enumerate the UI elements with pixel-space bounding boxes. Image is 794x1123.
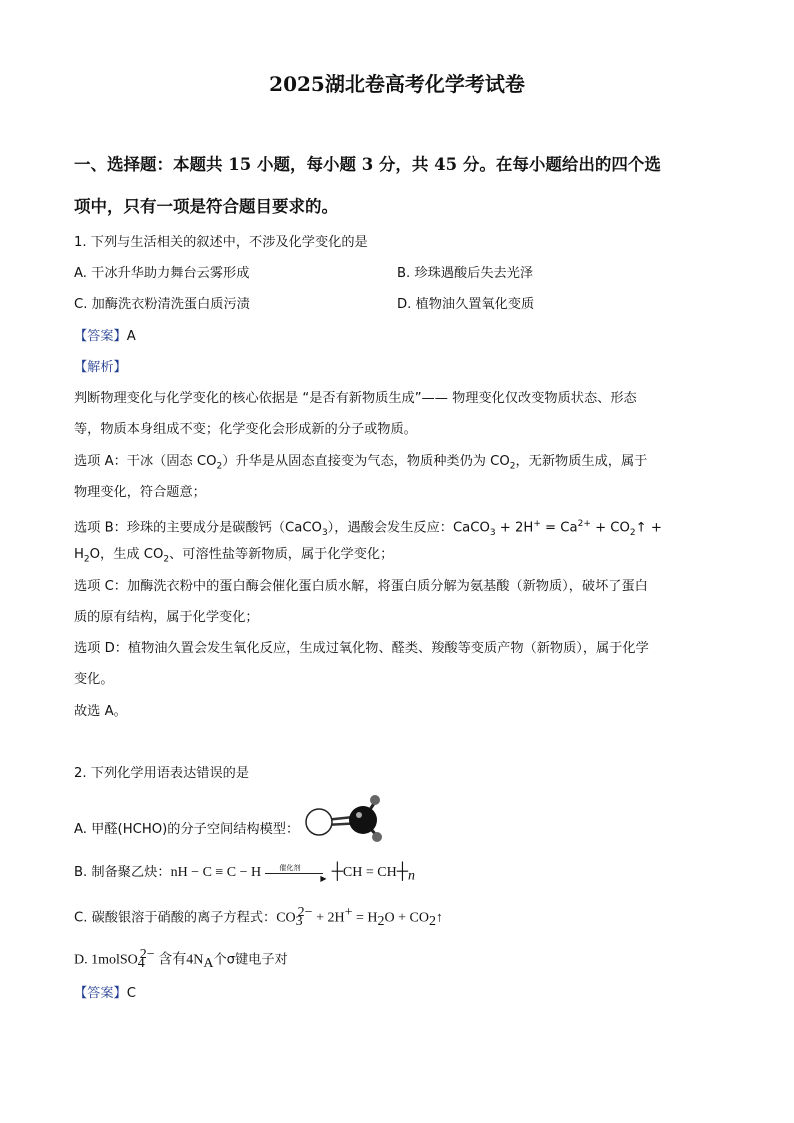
- answer-label: 【答案】: [74, 986, 127, 1001]
- q1-explanation-line: 判断物理变化与化学变化的核心依据是 “是否有新物质生成”—— 物理变化仅改变物质状态、形态: [74, 391, 637, 406]
- analysis-label: 【解析】: [74, 360, 127, 375]
- q1-conclusion: 故选 A。: [74, 704, 127, 719]
- q2-option-b: B. 制备聚乙炔：nH − C ≡ C − H 催化剂 ▶ ┼CH = $CH┼_n$: [74, 863, 416, 884]
- q1-answer: [74, 327, 136, 347]
- q1-option-c: C. 加酶洗衣粉清洗蛋白质污渍: [74, 297, 250, 312]
- q2-option-d: D. 1molSO$_4^{2-}$ 含有$4N_A$个σ键电子对: [74, 947, 288, 972]
- q1-explanation-b: 选项 B：珍珠的主要成分是碳酸钙（CaCO$_3$），遇酸会发生反应：CaCO$_3$ + $2H^+ = Ca^{2+}$ + $CO_2↑$ +: [74, 519, 662, 539]
- section-heading-line1: 一、选择题：本题共 15 小题，每小题 3 分，共 45 分。在每小题给出的四个选: [74, 155, 661, 174]
- answer-label: 【答案】: [74, 329, 127, 344]
- q1-option-d: D. 植物油久置氧化变质: [397, 297, 535, 312]
- q1-option-a: A. 干冰升华助力舞台云雾形成: [74, 266, 250, 281]
- q2-stem: 2. 下列化学用语表达错误的是: [74, 766, 250, 781]
- q1-explanation-a: 选项 A：干冰（固态 $CO_2$）升华是从固态直接变为气态，物质种类仍为 $CO_2$，无新物质生成，属于: [74, 454, 648, 472]
- q2-option-a: A. 甲醛(HCHO)的分子空间结构模型：: [74, 810, 393, 848]
- page-title: 2025湖北卷高考化学考试卷: [269, 72, 525, 96]
- q1-explanation-c: 质的原有结构，属于化学变化；: [74, 610, 259, 625]
- q2-option-c: C. 碳酸银溶于硝酸的离子方程式：$CO_3^{2-} + 2H^+ = H_2O$ + $CO_2↑$: [74, 905, 443, 930]
- q2-answer: [74, 984, 136, 1004]
- q1-option-b: B. 珍珠遇酸后失去光泽: [397, 266, 534, 281]
- q1-stem: 1. 下列与生活相关的叙述中，不涉及化学变化的是: [74, 235, 368, 250]
- q1-analysis-label: [74, 358, 127, 378]
- q1-explanation-b: $H_2O$，生成 $CO_2$、可溶性盐等新物质，属于化学变化；: [74, 547, 394, 565]
- q1-explanation-d: 变化。: [74, 672, 114, 687]
- answer-value: A: [126, 329, 136, 344]
- formaldehyde-model-icon: [303, 792, 393, 848]
- q1-explanation-d: 选项 D：植物油久置会发生氧化反应，生成过氧化物、醛类、羧酸等变质产物（新物质），属于化学: [74, 641, 649, 656]
- answer-value: C: [126, 986, 136, 1001]
- q1-explanation-c: 选项 C：加酶洗衣粉中的蛋白酶会催化蛋白质水解，将蛋白质分解为氨基酸（新物质），破坏了蛋白: [74, 579, 648, 594]
- q1-explanation-a: 物理变化，符合题意；: [74, 485, 206, 500]
- section-heading-line2: 项中，只有一项是符合题目要求的。: [74, 197, 338, 216]
- reaction-arrow-icon: 催化剂 ▶: [265, 865, 327, 879]
- q1-explanation-line: 等，物质本身组成不变；化学变化会形成新的分子或物质。: [74, 422, 417, 437]
